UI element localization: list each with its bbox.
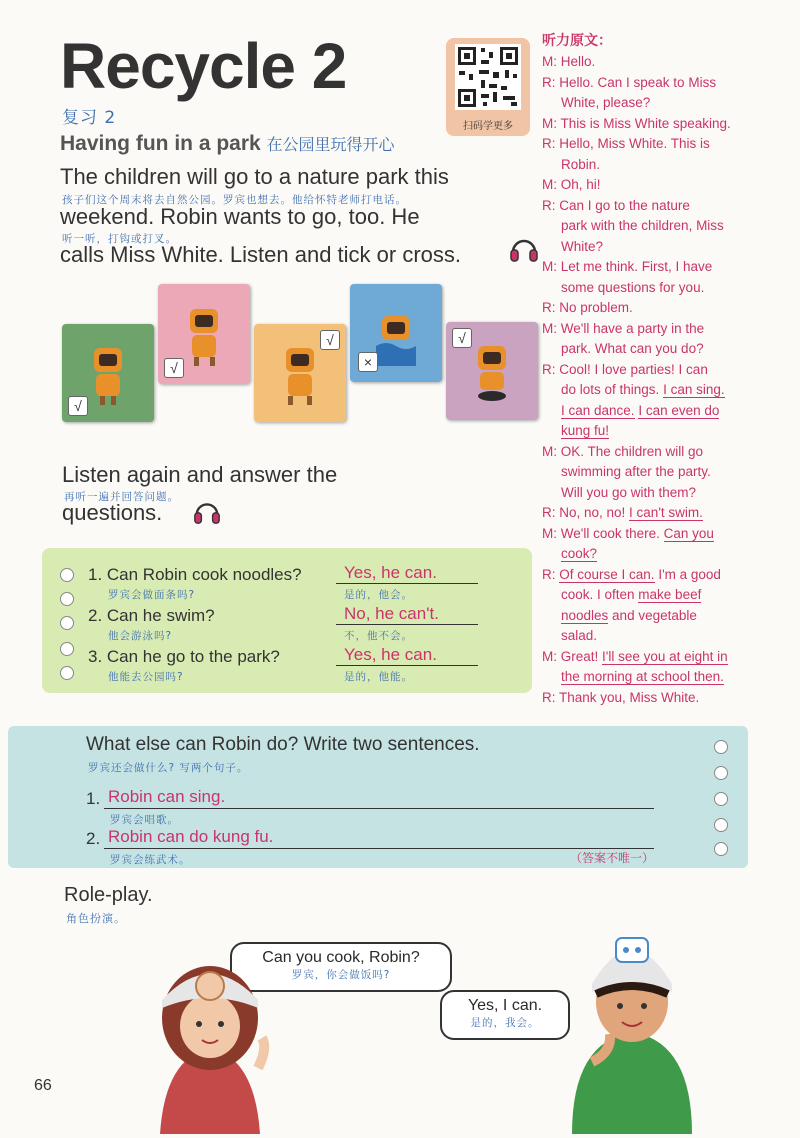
answer-1-cn: 是的，他会。	[344, 589, 413, 601]
mark-box[interactable]: √	[164, 358, 184, 378]
picture-card-cook	[446, 322, 538, 420]
transcript-line: R: Hello, Miss White. This is	[542, 136, 710, 151]
transcript-line: White, please?	[561, 95, 651, 110]
transcript-text: I'm a good	[654, 566, 721, 582]
transcript-highlight: Of course I can.	[559, 566, 655, 582]
page-title: Recycle 2	[60, 30, 347, 102]
transcript-line: park. What can you do?	[561, 341, 704, 356]
transcript-line: R: Can I go to the nature	[542, 197, 690, 213]
notebook-hole	[714, 792, 728, 806]
sentence-2-num: 2.	[86, 829, 101, 848]
question-1-cn: 罗宾会做面条吗?	[108, 589, 196, 601]
headphones-icon[interactable]	[192, 496, 222, 531]
listen-again-line-1: Listen again and answer the	[62, 462, 338, 487]
transcript-line	[542, 503, 782, 524]
transcript-line	[542, 585, 782, 606]
transcript-text: do lots of things.	[561, 382, 664, 397]
transcript-highlight: Can you	[663, 525, 714, 541]
robot-swimming-icon	[376, 306, 416, 366]
transcript-line: park with the children, Miss	[561, 218, 724, 233]
notebook-hole	[714, 766, 728, 780]
transcript-line: R: Thank you, Miss White.	[542, 689, 700, 705]
girl-illustration	[140, 948, 280, 1134]
question-3: 3. Can he go to the park?	[88, 647, 280, 666]
mark-box[interactable]: √	[452, 328, 472, 348]
transcript-text: R: No, no, no!	[542, 505, 630, 520]
transcript-highlight: noodles	[561, 607, 609, 623]
sentence-2[interactable]: Robin can do kung fu.	[108, 827, 274, 846]
intro-line-1: The children will go to a nature park this	[60, 164, 449, 189]
transcript-highlight: I can sing.	[663, 382, 725, 397]
sentence-1-num: 1.	[86, 789, 101, 808]
transcript-line: M: OK. The children will go	[542, 443, 704, 459]
transcript-line	[542, 421, 782, 442]
robot-dancing-icon	[184, 307, 224, 367]
intro-line-2-cn: 听一听，打钩或打叉。	[62, 233, 177, 245]
intro-line-1-cn: 孩子们这个周末将去自然公园。罗宾也想去。他给怀特老师打电话。	[62, 194, 407, 206]
intro-line-2: weekend. Robin wants to go, too. He	[60, 204, 420, 229]
notebook-hole	[60, 666, 74, 680]
picture-card-sing	[62, 324, 154, 422]
roleplay-title: Role-play.	[64, 884, 153, 906]
answer-note: （答案不唯一）	[570, 851, 655, 865]
page-number: 66	[34, 1077, 52, 1094]
transcript-line: Robin.	[561, 156, 601, 172]
picture-card-kungfu	[254, 324, 346, 422]
qr-label: 扫码学更多	[463, 121, 513, 132]
answer-2-cn: 不，他不会。	[344, 630, 413, 642]
notebook-hole	[60, 592, 74, 606]
page-title-cn: 复习 2	[62, 108, 117, 128]
transcript-heading: 听力原文：	[542, 33, 612, 49]
notebook-hole	[60, 568, 74, 582]
speech-bubble-boy	[440, 990, 570, 1040]
boy-speech: Yes, I can.	[467, 997, 543, 1014]
transcript	[542, 52, 782, 708]
transcript-highlight: cook?	[561, 546, 598, 561]
subtitle-cn: 在公园里玩得开心	[266, 137, 395, 154]
transcript-line: Will you go with them?	[561, 484, 697, 500]
boy-illustration	[552, 922, 712, 1134]
transcript-highlight: I can't swim.	[629, 505, 703, 520]
mark-box[interactable]: ×	[358, 352, 378, 372]
transcript-line: salad.	[561, 628, 598, 643]
write-prompt-cn: 罗宾还会做什么? 写两个句子。	[88, 762, 249, 774]
transcript-line: M: Hello.	[542, 54, 596, 69]
picture-card-swim	[350, 284, 442, 382]
transcript-line: M: Oh, hi!	[542, 177, 601, 192]
sentence-2-cn: 罗宾会练武术。	[110, 854, 191, 866]
question-1: 1. Can Robin cook noodles?	[88, 565, 302, 584]
robot-kungfu-icon	[280, 346, 320, 406]
transcript-line	[542, 606, 782, 627]
transcript-line: M: This is Miss White speaking.	[542, 115, 731, 131]
transcript-line: some questions for you.	[561, 279, 705, 295]
section-subtitle	[60, 132, 395, 156]
transcript-line: R: Hello. Can I speak to Miss	[542, 74, 717, 90]
transcript-line	[542, 380, 782, 401]
transcript-line	[542, 401, 782, 422]
notebook-hole	[714, 740, 728, 754]
transcript-line	[542, 544, 782, 565]
transcript-highlight: I can dance.	[561, 402, 635, 418]
transcript-line: R: No problem.	[542, 300, 633, 315]
boy-speech-cn: 是的，我会。	[470, 1017, 540, 1029]
girl-speech: Can you cook, Robin?	[262, 949, 420, 966]
transcript-highlight: make beef	[638, 587, 702, 602]
robot-cooking-icon	[472, 344, 512, 404]
subtitle-text: Having fun in a park	[60, 132, 261, 155]
answer-3[interactable]: Yes, he can.	[336, 645, 478, 666]
write-prompt: What else can Robin do? Write two sentences.	[86, 734, 480, 755]
transcript-line	[542, 647, 782, 668]
transcript-text: R:	[542, 566, 560, 582]
robot-singing-icon	[88, 346, 128, 406]
transcript-line: White?	[561, 238, 604, 254]
intro-line-3: calls Miss White. Listen and tick or cross.	[60, 242, 462, 267]
transcript-line	[542, 524, 782, 545]
girl-speech-cn: 罗宾，你会做饭吗?	[291, 969, 391, 981]
headphones-icon[interactable]	[508, 232, 540, 269]
listen-again-cn: 再听一遍并回答问题。	[64, 491, 179, 503]
notebook-hole	[714, 842, 728, 856]
transcript-text: cook. I often	[561, 587, 639, 602]
question-2-cn: 他会游泳吗?	[108, 630, 173, 642]
mark-box[interactable]: √	[68, 396, 88, 416]
write-line	[104, 808, 654, 809]
listen-again-line-2: questions.	[62, 500, 163, 525]
transcript-highlight: kung fu!	[561, 423, 610, 438]
transcript-line: M: Let me think. First, I have	[542, 259, 713, 274]
transcript-highlight: I can even do	[638, 402, 720, 418]
transcript-text: M: Great!	[542, 648, 603, 664]
transcript-text: and vegetable	[608, 607, 697, 623]
roleplay-title-cn: 角色扮演。	[66, 912, 126, 925]
transcript-text: M: We'll cook there.	[542, 525, 664, 541]
transcript-line: M: We'll have a party in the	[542, 320, 705, 336]
qr-code[interactable]	[446, 38, 530, 136]
answer-1[interactable]: Yes, he can.	[336, 563, 478, 584]
notebook-hole	[60, 616, 74, 630]
transcript-line	[542, 565, 782, 586]
sentence-1-cn: 罗宾会唱歌。	[110, 814, 179, 826]
sentence-1[interactable]: Robin can sing.	[108, 787, 226, 806]
answer-2[interactable]: No, he can't.	[336, 604, 478, 625]
transcript-line: swimming after the party.	[561, 464, 711, 479]
mark-box[interactable]: √	[320, 330, 340, 350]
answer-3-cn: 是的，他能。	[344, 671, 413, 683]
transcript-highlight: the morning at school then.	[561, 669, 724, 684]
transcript-highlight: I'll see you at eight in	[602, 648, 728, 664]
question-2: 2. Can he swim?	[88, 606, 215, 625]
qr-code-icon	[455, 44, 521, 110]
notebook-hole	[60, 642, 74, 656]
notebook-hole	[714, 818, 728, 832]
question-3-cn: 他能去公园吗?	[108, 671, 184, 683]
transcript-line	[542, 667, 782, 688]
transcript-line: R: Cool! I love parties! I can	[542, 361, 708, 377]
picture-card-dance	[158, 284, 250, 384]
